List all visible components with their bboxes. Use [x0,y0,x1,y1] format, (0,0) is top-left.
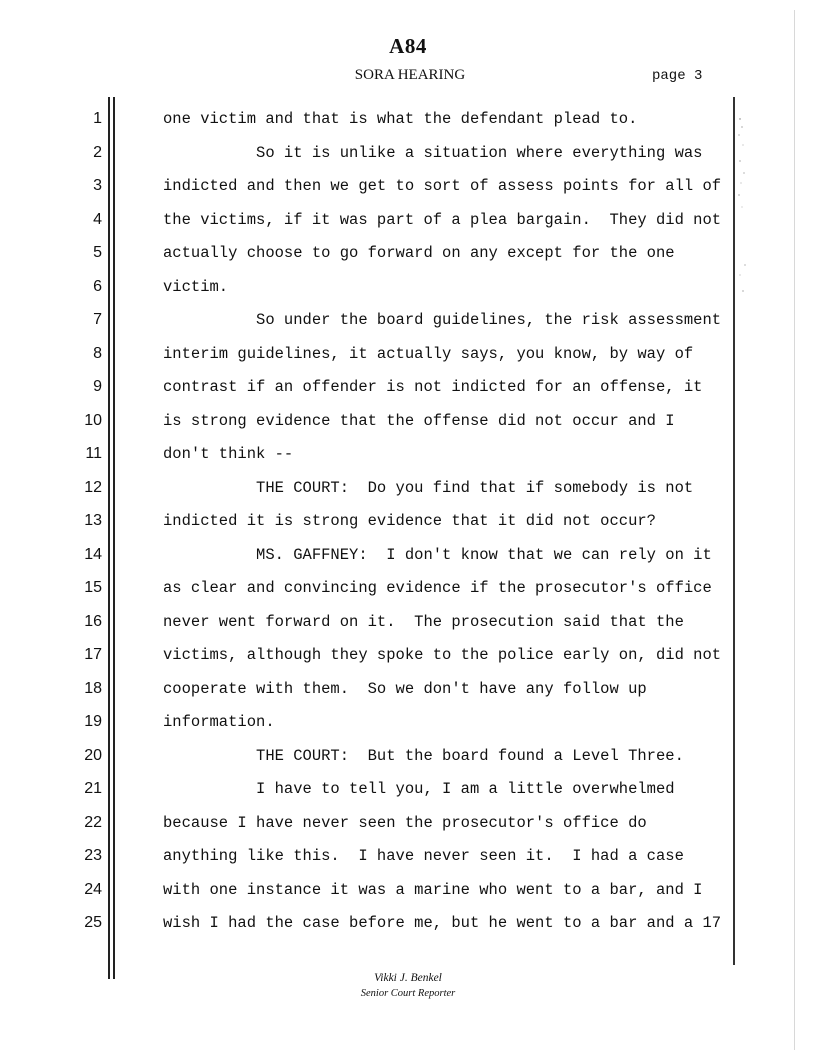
line-number: 16 [84,612,102,630]
line-text: indicted and then we get to sort of assess points for all of [163,177,722,195]
line-number: 17 [84,646,102,663]
line-text: one victim and that is what the defendant plead to. [163,110,638,128]
page-label: page 3 [652,68,703,84]
line-text: actually choose to go forward on any except for the one [163,244,675,262]
line-number: 11 [85,445,102,462]
document-title: SORA HEARING [354,67,466,83]
line-number: 8 [93,344,102,362]
line-number: 15 [84,579,102,596]
line-text: never went forward on it. The prosecution said that the [163,612,684,631]
line-text: is strong evidence that the offense did not occur and I [163,411,675,430]
line-number: 13 [84,512,102,529]
line-number: 14 [84,545,102,563]
line-text: THE COURT: Do you find that if somebody is not [163,478,694,497]
line-number: 4 [93,210,102,228]
line-number: 25 [84,914,102,931]
line-text: as clear and convincing evidence if the prosecutor's office [163,579,712,597]
line-number: 23 [84,847,102,864]
line-number: 22 [84,813,102,831]
line-text: contrast if an offender is not indicted for an offense, it [163,378,703,396]
line-text: victims, although they spoke to the police early on, did not [163,646,722,664]
line-number: 12 [84,478,102,496]
line-number: 24 [84,880,102,898]
line-text: wish I had the case before me, but he went to a bar and a 17 [163,914,722,932]
line-text: information. [163,713,275,731]
line-number: 18 [84,679,102,697]
line-number: 1 [93,110,102,127]
line-number: 20 [84,746,102,764]
line-number: 19 [84,713,102,730]
line-text: don't think -- [163,445,294,463]
line-number: 6 [93,277,102,295]
line-number: 10 [84,411,102,429]
line-text: with one instance it was a marine who went to a bar, and I [163,880,703,899]
line-text: interim guidelines, it actually says, you know, by way of [163,344,694,363]
line-text: I have to tell you, I am a little overwhelmed [163,780,675,798]
line-text: THE COURT: But the board found a Level Three. [163,746,684,765]
line-text: the victims, if it was part of a plea bargain. They did not [163,210,722,229]
line-number: 21 [84,780,102,797]
line-number: 2 [93,143,102,161]
line-number: 3 [93,177,102,194]
line-text: indicted it is strong evidence that it did not occur? [163,512,656,530]
line-text: cooperate with them. So we don't have any follow up [163,679,647,698]
line-number: 5 [93,244,102,261]
line-text: So under the board guidelines, the risk assessment [163,311,722,329]
line-text: So it is unlike a situation where everything was [163,143,703,162]
line-text: because I have never seen the prosecutor's office do [163,813,647,832]
reporter-title: Senior Court Reporter [360,988,456,999]
line-number: 7 [93,311,102,328]
line-text: MS. GAFFNEY: I don't know that we can rely on it [163,545,712,564]
line-number: 9 [93,378,102,395]
reporter-name: Vikki J. Benkel [374,972,442,984]
line-text: anything like this. I have never seen it. I had a case [163,847,684,865]
exhibit-number: A84 [389,34,427,58]
line-text: victim. [163,277,229,296]
